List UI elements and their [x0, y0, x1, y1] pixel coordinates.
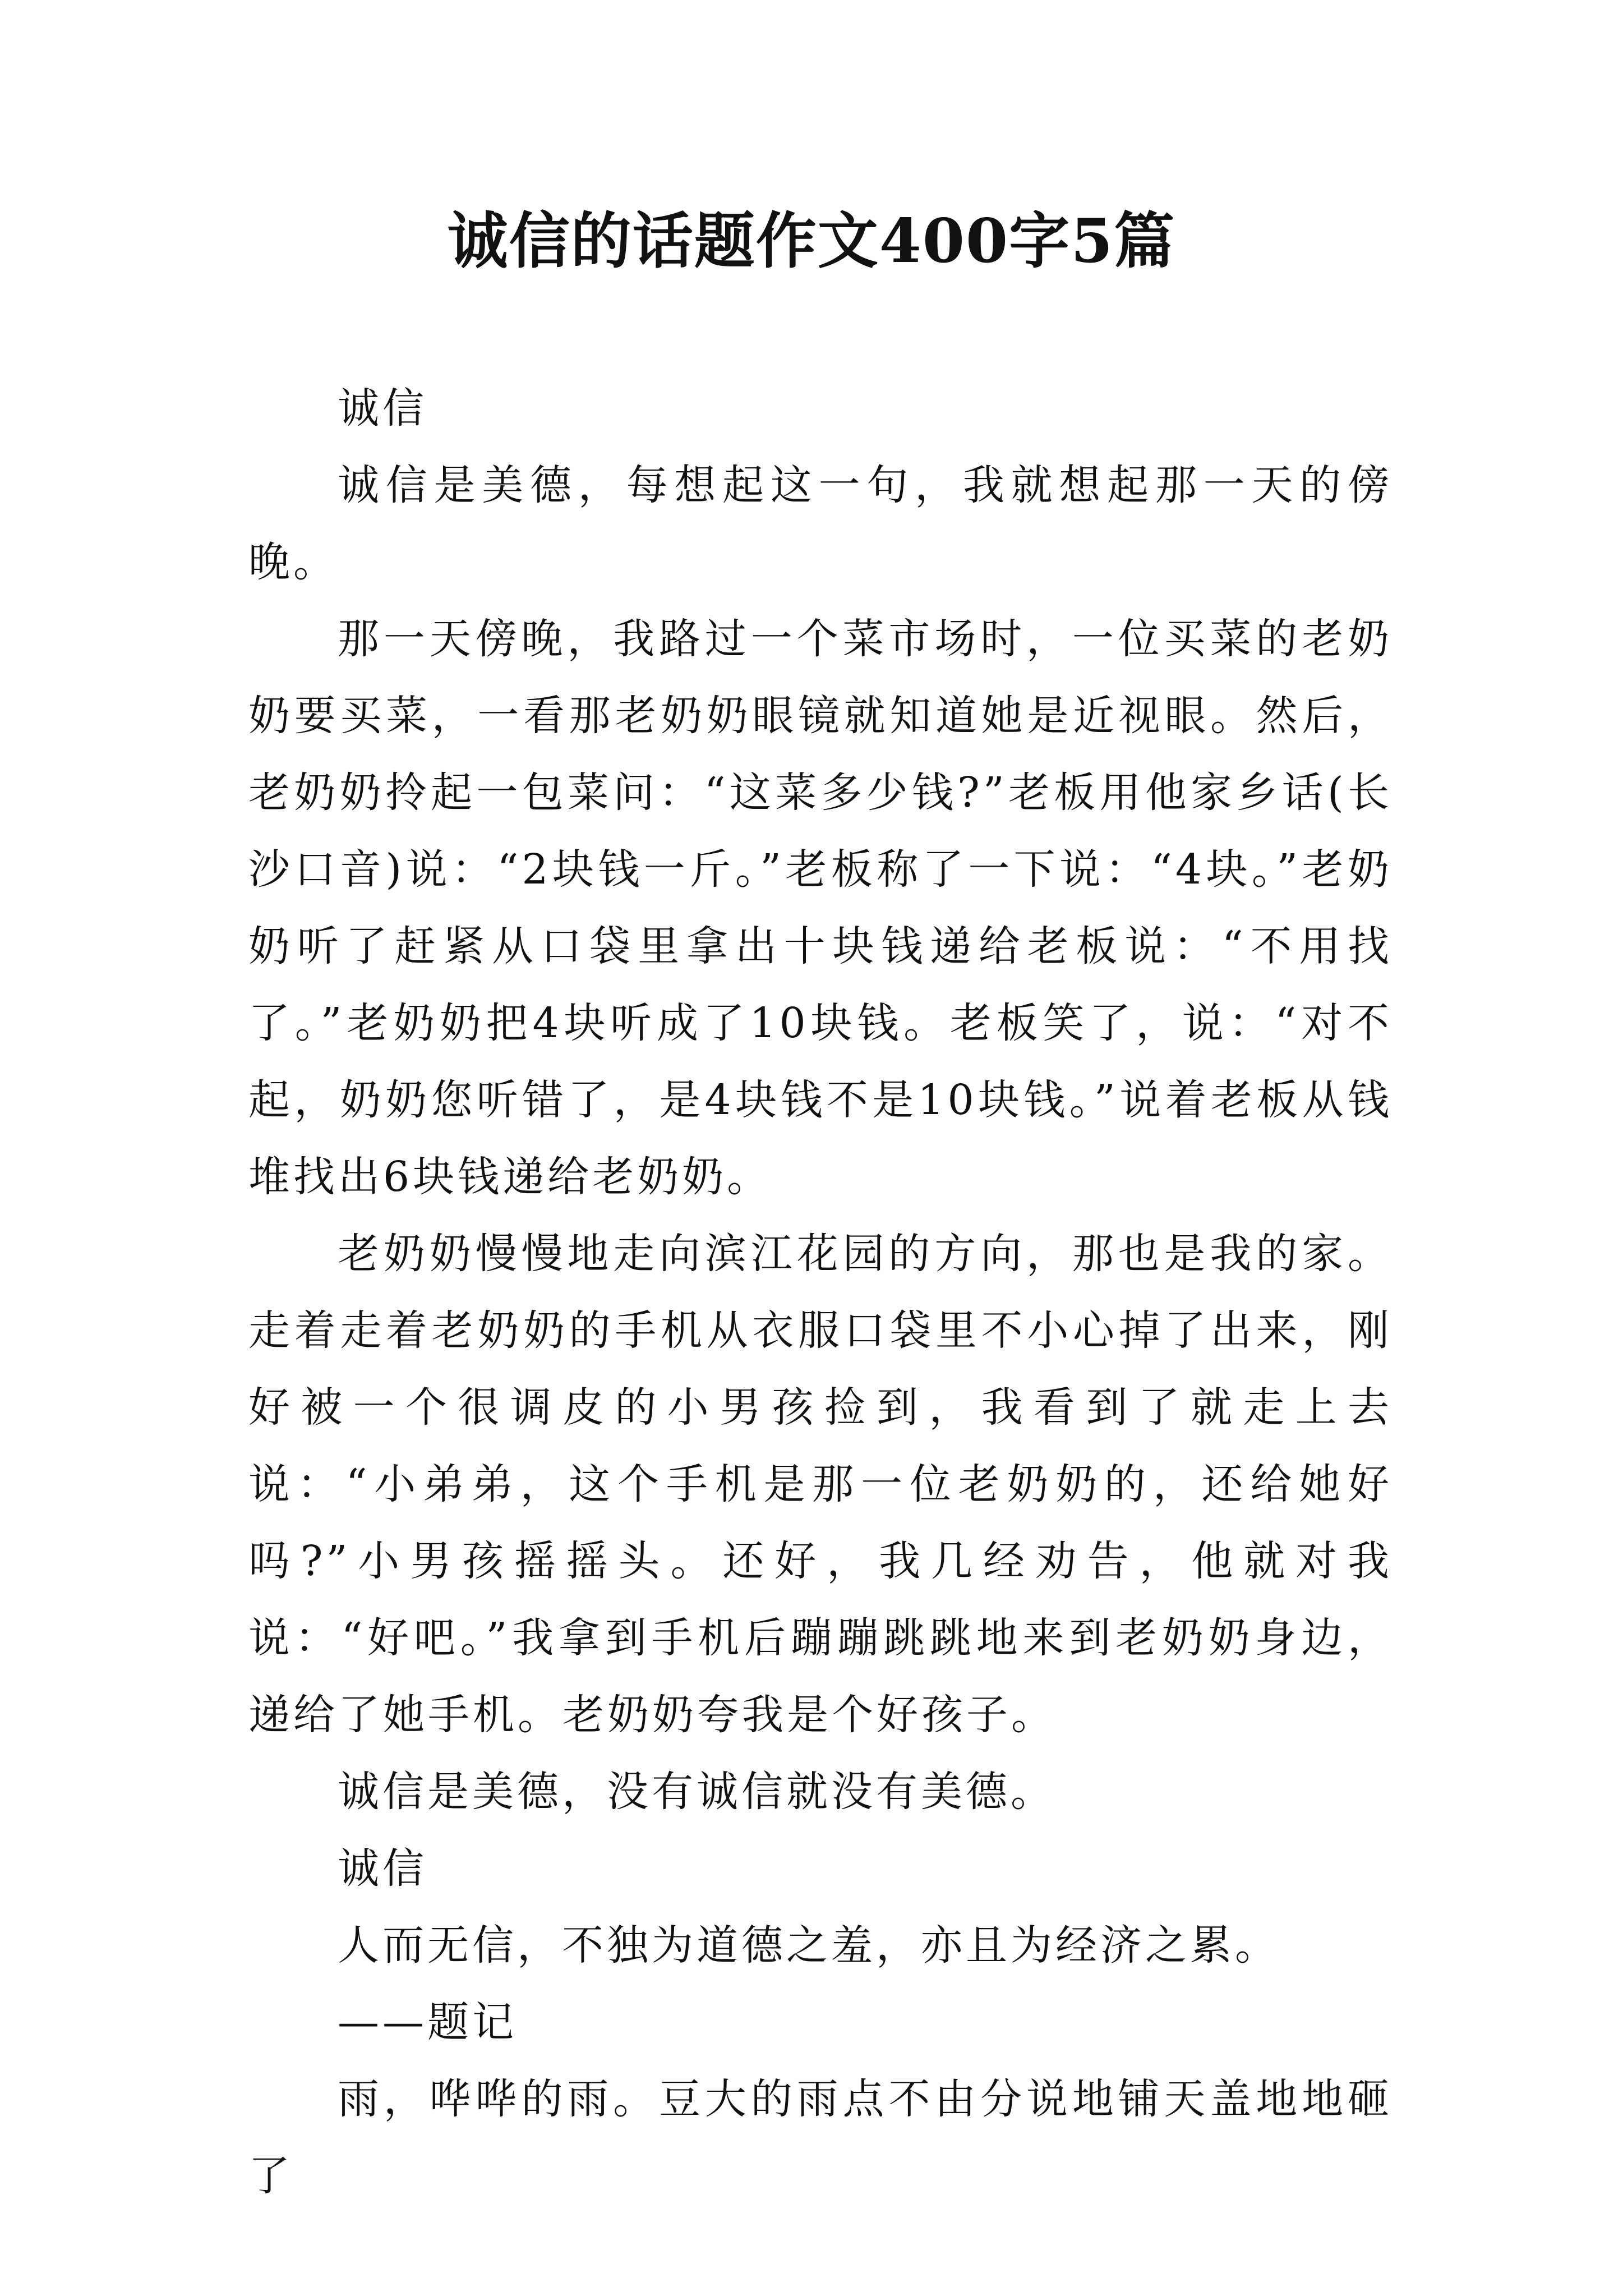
paragraph: 诚信是美德，没有诚信就没有美德。 [338, 1768, 1055, 1816]
epigraph: 人而无信，不独为道德之羞，亦且为经济之累。 [338, 1921, 1280, 1970]
paragraph: 老奶奶慢慢地走向滨江花园的方向，那也是我的家。走着走着老奶奶的手机从衣服口袋里不小心掉了出来，刚好被一个很调皮的小男孩捡到，我看到了就走上去说：“小弟弟，这个手机是那一位老奶奶的，还给她好吗?”小男孩摇摇头。还好，我几经劝告，他就对我说：“好吧。”我拿到手机后蹦蹦跳跳地来到老奶奶身边，递给了她手机。老奶奶夸我是个好孩子。 [248, 1230, 1393, 1739]
paragraph: 诚信是美德，每想起这一句，我就想起那一天的傍晚。 [248, 461, 1393, 586]
document-title: 诚信的话题作文400字5篇 [447, 206, 1176, 277]
section-heading: 诚信 [338, 384, 427, 432]
paragraph: 雨，哗哗的雨。豆大的雨点不由分说地铺天盖地地砸了 [248, 2075, 1393, 2200]
paragraph: 那一天傍晚，我路过一个菜市场时，一位买菜的老奶奶要买菜，一看那老奶奶眼镜就知道她是近视眼。然后，老奶奶拎起一包菜问：“这菜多少钱?”老板用他家乡话(长沙口音)说：“2块钱一斤。”老板称了一下说：“4块。”老奶奶听了赶紧从口袋里拿出十块钱递给老板说：“不用找了。”老奶奶把4块听成了10块钱。老板笑了，说：“对不起，奶奶您听错了，是4块钱不是10块钱。”说着老板从钱堆找出6块钱递给老奶奶。 [248, 615, 1393, 1201]
section-heading: 诚信 [338, 1844, 427, 1893]
document-body [248, 370, 1393, 2215]
epigraph-attribution: ——题记 [338, 1998, 517, 2046]
